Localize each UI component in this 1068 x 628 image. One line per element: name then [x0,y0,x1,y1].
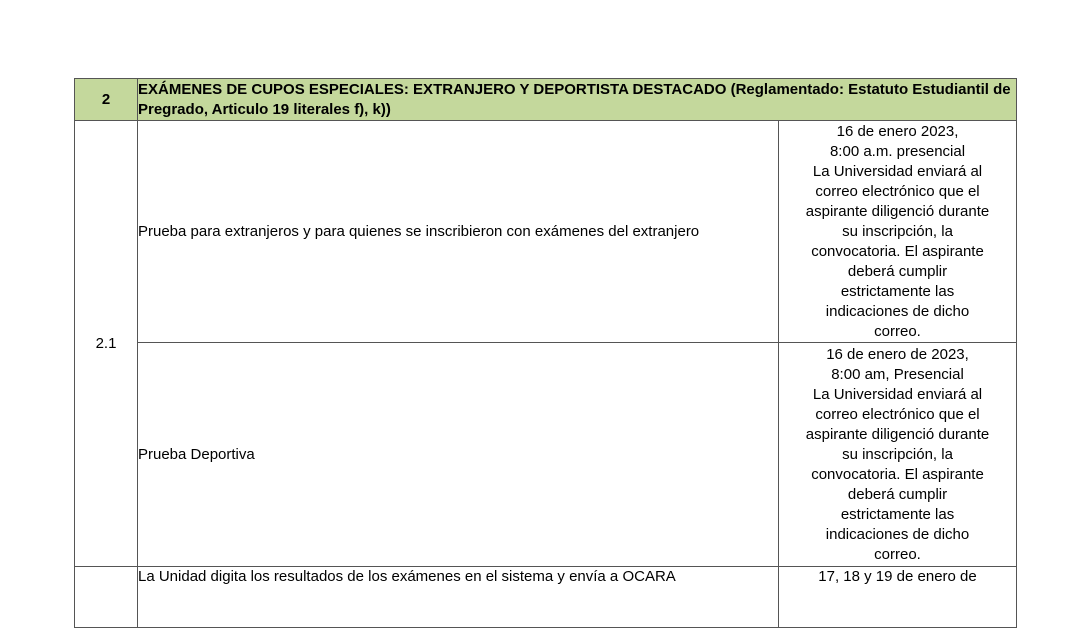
date-line: estrictamente las [840,505,955,523]
date-cell [779,121,1017,343]
date-line: correo electrónico que el [815,405,980,423]
date-line: aspirante diligenció durante [805,425,990,443]
date-line: 17, 18 y 19 de enero de [818,568,977,585]
date-line: La Universidad enviará al [812,385,983,403]
activity-cell: Prueba Deportiva [138,343,779,567]
table-row [75,567,1017,628]
row-number-cell [75,567,138,628]
schedule-table [74,78,1017,628]
activity-cell: La Unidad digita los resultados de los exámenes en el sistema y envía a OCARA [138,567,779,628]
section-header-row [75,79,1017,121]
table-row [75,343,1017,567]
date-line: convocatoria. El aspirante [811,465,984,483]
date-line: deberá cumplir [847,262,948,280]
date-line: correo electrónico que el [815,182,980,200]
date-cell [779,343,1017,567]
section-title: EXÁMENES DE CUPOS ESPECIALES: EXTRANJERO Y DEPORTISTA DESTACADO (Reglamentado: Estatuto Estudiantil de Pregrado, Articulo 19 literales f), k)) [138,79,1017,121]
date-line: su inscripción, la [842,445,953,463]
date-line: deberá cumplir [847,485,948,503]
date-line: correo. [874,545,921,563]
date-line: su inscripción, la [842,222,953,240]
date-line: 16 de enero de 2023, [826,345,969,363]
activity-cell: Prueba para extranjeros y para quienes se inscribieron con exámenes del extranjero [138,121,779,343]
date-line: 16 de enero 2023, [836,122,959,140]
subsection-number: 2.1 [75,121,138,567]
section-number: 2 [75,79,138,121]
date-line: indicaciones de dicho [825,302,970,320]
date-line: correo. [874,322,921,340]
date-line: convocatoria. El aspirante [811,242,984,260]
date-line: 8:00 a.m. presencial [829,142,966,160]
date-line: estrictamente las [840,282,955,300]
date-line: aspirante diligenció durante [805,202,990,220]
date-line: 8:00 am, Presencial [831,365,964,383]
date-cell [779,567,1017,628]
date-line: indicaciones de dicho [825,525,970,543]
date-line: La Universidad enviará al [812,162,983,180]
table-row [75,121,1017,343]
